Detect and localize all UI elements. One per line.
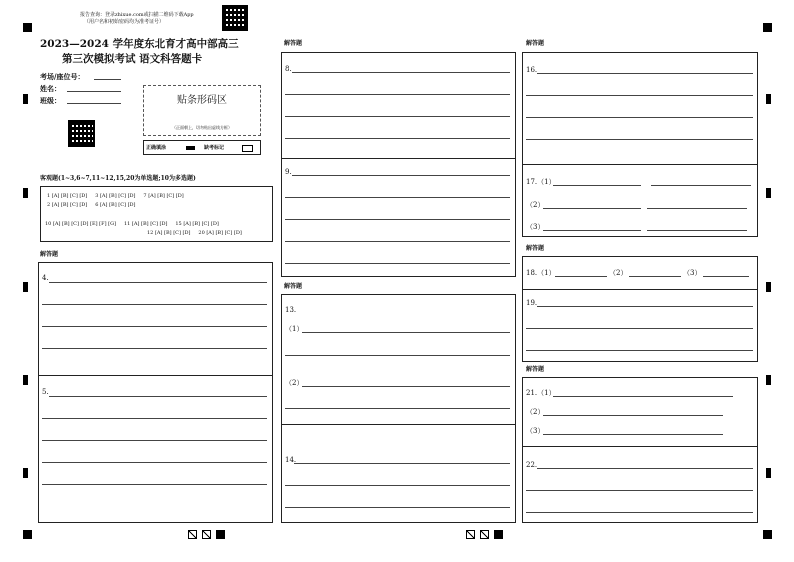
page-mark-hatched: [202, 530, 211, 539]
section-label: 解答题: [284, 283, 303, 290]
section-label: 解答题: [40, 251, 59, 258]
section-label: 解答题: [526, 366, 545, 373]
side-mark: [23, 188, 28, 198]
objective-row[interactable]: 10 [A] [B] [C] [D] [E] [F] [G] 11 [A] [B] [C] [D] 15 [A] [B] [C] [D]: [45, 221, 219, 227]
answer-line[interactable]: [629, 276, 681, 277]
answer-line[interactable]: [526, 95, 753, 96]
answer-line[interactable]: [647, 230, 747, 231]
answer-line[interactable]: [294, 463, 510, 464]
answer-line[interactable]: [543, 230, 641, 231]
timing-mark-top-right: [763, 23, 772, 32]
exam-seat-label: 考场/座位号：: [40, 72, 85, 81]
answer-box-q21-q22: [522, 377, 758, 523]
page-mark-hatched: [466, 530, 475, 539]
answer-line[interactable]: [526, 117, 753, 118]
answer-box-q8-q9: [281, 52, 516, 277]
name-label: 姓名：: [40, 84, 61, 93]
q14-number: 14.: [285, 456, 297, 464]
q5-number: 5.: [42, 388, 49, 396]
timing-mark-bottom-left: [23, 530, 32, 539]
side-mark: [766, 94, 771, 104]
side-mark: [23, 375, 28, 385]
answer-line[interactable]: [49, 282, 267, 283]
objective-row[interactable]: 1 [A] [B] [C] [D] 3 [A] [B] [C] [D] 7 [A] [B] [C] [D]: [47, 193, 184, 199]
section-label: 解答题: [526, 245, 545, 252]
answer-line[interactable]: [292, 175, 510, 176]
correct-fill-label: 正确填涂: [146, 145, 167, 151]
qr-code-icon: [222, 5, 248, 31]
barcode-title: 贴条形码区: [177, 95, 227, 106]
answer-line[interactable]: [285, 408, 510, 409]
answer-line[interactable]: [285, 355, 510, 356]
q13-part1: （1）: [285, 325, 304, 333]
section-label: 解答题: [526, 40, 545, 47]
q22-number: 22.: [526, 461, 538, 469]
class-field[interactable]: [67, 103, 121, 104]
objective-row[interactable]: 2 [A] [B] [C] [D] 6 [A] [B] [C] [D]: [47, 202, 136, 208]
notice-line2: （用户名和初始密码均为准考证号）: [84, 19, 165, 25]
divider: [523, 289, 757, 290]
q21-part1: 21.（1）: [526, 389, 556, 397]
objective-row[interactable]: 12 [A] [B] [C] [D] 20 [A] [B] [C] [D]: [147, 230, 242, 236]
answer-line[interactable]: [42, 462, 267, 463]
q18-part1: 18.（1）: [526, 269, 556, 277]
answer-line[interactable]: [526, 350, 753, 351]
answer-line[interactable]: [553, 396, 733, 397]
class-label: 班级：: [40, 96, 61, 105]
answer-line[interactable]: [647, 208, 747, 209]
divider: [282, 424, 515, 425]
q17-part1: 17.（1）: [526, 178, 556, 186]
side-mark: [23, 468, 28, 478]
answer-line[interactable]: [42, 304, 267, 305]
divider: [523, 164, 757, 165]
q13-number: 13.: [285, 306, 297, 314]
answer-line[interactable]: [302, 332, 510, 333]
q13-part2: （2）: [285, 379, 304, 387]
answer-line[interactable]: [555, 276, 607, 277]
title-line1: 2023—2024 学年度东北育才高中部高三: [40, 38, 239, 50]
q8-number: 8.: [285, 65, 292, 73]
answer-line[interactable]: [543, 415, 723, 416]
correct-fill-sample: [186, 146, 195, 150]
answer-box-q16-q17: [522, 52, 758, 237]
answer-line[interactable]: [537, 73, 753, 74]
answer-line[interactable]: [543, 208, 641, 209]
answer-line[interactable]: [285, 219, 510, 220]
answer-line[interactable]: [526, 512, 753, 513]
exam-seat-field[interactable]: [94, 79, 121, 80]
side-mark: [766, 188, 771, 198]
page-mark-hatched: [480, 530, 489, 539]
timing-mark-bottom-right: [763, 530, 772, 539]
answer-line[interactable]: [285, 94, 510, 95]
notice-line1: 报告查询：登录zhixue.com或扫描二维码下载App: [80, 12, 194, 18]
side-mark: [23, 282, 28, 292]
answer-line[interactable]: [537, 306, 753, 307]
q18-part3: （3）: [683, 269, 702, 277]
q21-part3: （3）: [526, 427, 545, 435]
qr-code-icon: [68, 120, 95, 147]
answer-line[interactable]: [302, 386, 510, 387]
answer-line[interactable]: [285, 263, 510, 264]
answer-line[interactable]: [703, 276, 749, 277]
answer-line[interactable]: [42, 348, 267, 349]
answer-line[interactable]: [651, 185, 751, 186]
answer-line[interactable]: [526, 328, 753, 329]
answer-line[interactable]: [285, 485, 510, 486]
side-mark: [766, 375, 771, 385]
q19-number: 19.: [526, 299, 538, 307]
answer-line[interactable]: [292, 72, 510, 73]
objective-box: [40, 186, 273, 242]
barcode-area: [143, 85, 261, 136]
answer-line[interactable]: [42, 484, 267, 485]
answer-line[interactable]: [42, 440, 267, 441]
page-mark-solid: [494, 530, 503, 539]
answer-line[interactable]: [285, 138, 510, 139]
q17-part2: （2）: [526, 201, 545, 209]
answer-line[interactable]: [537, 468, 753, 469]
answer-line[interactable]: [42, 326, 267, 327]
answer-line[interactable]: [526, 139, 753, 140]
answer-line[interactable]: [285, 507, 510, 508]
answer-box-q18-q19: [522, 256, 758, 362]
divider: [39, 375, 272, 376]
section-label: 解答题: [284, 40, 303, 47]
barcode-hint: （正面朝上，切勿贴出虚线方框）: [172, 125, 232, 130]
title-line2: 第三次模拟考试 语文科答题卡: [62, 53, 203, 65]
absent-mark-checkbox[interactable]: [242, 145, 253, 152]
name-field[interactable]: [67, 91, 121, 92]
answer-box-q4-q5: [38, 262, 273, 523]
answer-line[interactable]: [49, 396, 267, 397]
answer-line[interactable]: [285, 241, 510, 242]
answer-line[interactable]: [553, 185, 641, 186]
answer-line[interactable]: [526, 490, 753, 491]
timing-mark-top-left: [23, 23, 32, 32]
side-mark: [766, 468, 771, 478]
answer-line[interactable]: [285, 116, 510, 117]
side-mark: [766, 282, 771, 292]
divider: [282, 158, 515, 159]
answer-line[interactable]: [285, 197, 510, 198]
q16-number: 16.: [526, 66, 538, 74]
answer-box-q13-q14: [281, 294, 516, 523]
fill-legend: [143, 140, 261, 155]
page-mark-solid: [216, 530, 225, 539]
answer-line[interactable]: [543, 434, 723, 435]
page-mark-hatched: [188, 530, 197, 539]
q18-part2: （2）: [609, 269, 628, 277]
answer-line[interactable]: [42, 418, 267, 419]
q17-part3: （3）: [526, 223, 545, 231]
absent-mark-label: 缺考标记: [204, 145, 225, 151]
objective-title: 客观题(1~3,6~7,11~12,15,20为单选题;10为多选题): [40, 175, 196, 182]
divider: [523, 446, 757, 447]
q21-part2: （2）: [526, 408, 545, 416]
side-mark: [23, 94, 28, 104]
q4-number: 4.: [42, 274, 49, 282]
q9-number: 9.: [285, 168, 292, 176]
